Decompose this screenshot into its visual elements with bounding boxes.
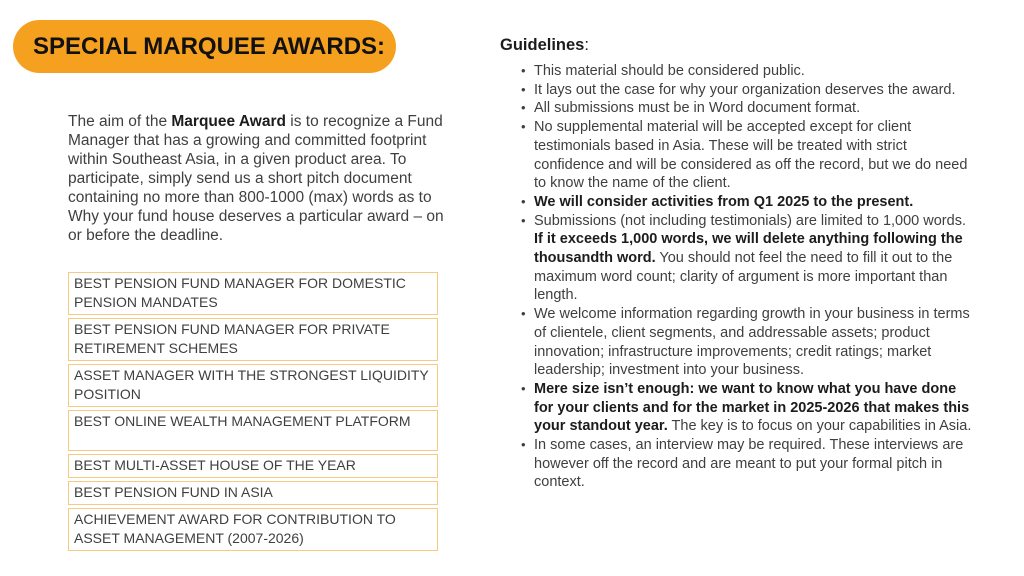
text-run: We welcome information regarding growth in your business in terms of clientele, client segments, and addressable assets; product innovation; infrastructure improvements; credit ratings; market leadership; investment into your business. <box>534 306 970 379</box>
text-run: In some cases, an interview may be required. These interviews are however off the record and are meant to put your formal pitch in context. <box>534 437 964 491</box>
guideline-item <box>521 436 978 492</box>
award-row: BEST PENSION FUND MANAGER FOR DOMESTIC PENSION MANDATES <box>68 272 438 315</box>
text-run: The key is to focus on your capabilities in Asia. <box>667 418 972 435</box>
guideline-item <box>521 81 978 100</box>
award-row: BEST ONLINE WEALTH MANAGEMENT PLATFORM <box>68 410 438 451</box>
text-run: is to recognize a Fund Manager that has a growing and committed footprint within Southeast Asia, in a given product area. To participate, simply send us a short pitch document containing no more than 800-1000 (max) words as to Why your fund house deserves a particular award – on or before the deadline. <box>68 113 444 244</box>
bold-text-run: Mere size isn’t enough: we want to know what you have done for your clients and for the market in 2025-2026 that makes this your standout year. <box>534 380 970 435</box>
page-title: SPECIAL MARQUEE AWARDS: <box>33 32 386 60</box>
guideline-item <box>521 380 978 436</box>
intro-paragraph <box>68 112 450 245</box>
guidelines-section <box>500 36 978 492</box>
text-run: It lays out the case for why your organization deserves the award. <box>534 81 956 98</box>
awards-table <box>68 272 438 554</box>
text-run: No supplemental material will be accepted except for client testimonials based in Asia. These will be treated with strict confidence and will be considered as off the record, but we do need to know the name of the client. <box>534 119 968 192</box>
guideline-item <box>521 212 978 306</box>
award-row: ACHIEVEMENT AWARD FOR CONTRIBUTION TO ASSET MANAGEMENT (2007-2026) <box>68 508 438 551</box>
text-run: You should not feel the need to fill it out to the maximum word count; clarity of argument is more important than length. <box>534 250 953 304</box>
text-run: Submissions (not including testimonials) are limited to 1,000 words. <box>534 212 966 229</box>
award-row: BEST MULTI-ASSET HOUSE OF THE YEAR <box>68 454 438 478</box>
award-row: BEST PENSION FUND MANAGER FOR PRIVATE RETIREMENT SCHEMES <box>68 318 438 361</box>
guideline-item <box>521 305 978 380</box>
text-run: This material should be considered public. <box>534 63 805 79</box>
bold-text-run: We will consider activities from Q1 2025 to the present. <box>534 193 914 210</box>
guidelines-heading-text: Guidelines <box>500 36 585 54</box>
guideline-item <box>521 193 978 212</box>
guideline-item <box>521 118 978 193</box>
text-run: The aim of the <box>68 113 172 130</box>
bold-text-run: If it exceeds 1,000 words, we will delete anything following the thousandth word. <box>534 231 963 267</box>
bold-text-run: Marquee Award <box>171 113 286 130</box>
award-row: ASSET MANAGER WITH THE STRONGEST LIQUIDITY POSITION <box>68 364 438 407</box>
guidelines-heading-colon: : <box>584 36 589 54</box>
guidelines-list <box>500 62 978 492</box>
guideline-item <box>521 62 978 81</box>
guidelines-heading <box>500 36 978 55</box>
guideline-item <box>521 99 978 118</box>
special-marquee-awards-badge <box>13 20 396 73</box>
award-row: BEST PENSION FUND IN ASIA <box>68 481 438 505</box>
text-run: All submissions must be in Word document format. <box>534 100 861 117</box>
